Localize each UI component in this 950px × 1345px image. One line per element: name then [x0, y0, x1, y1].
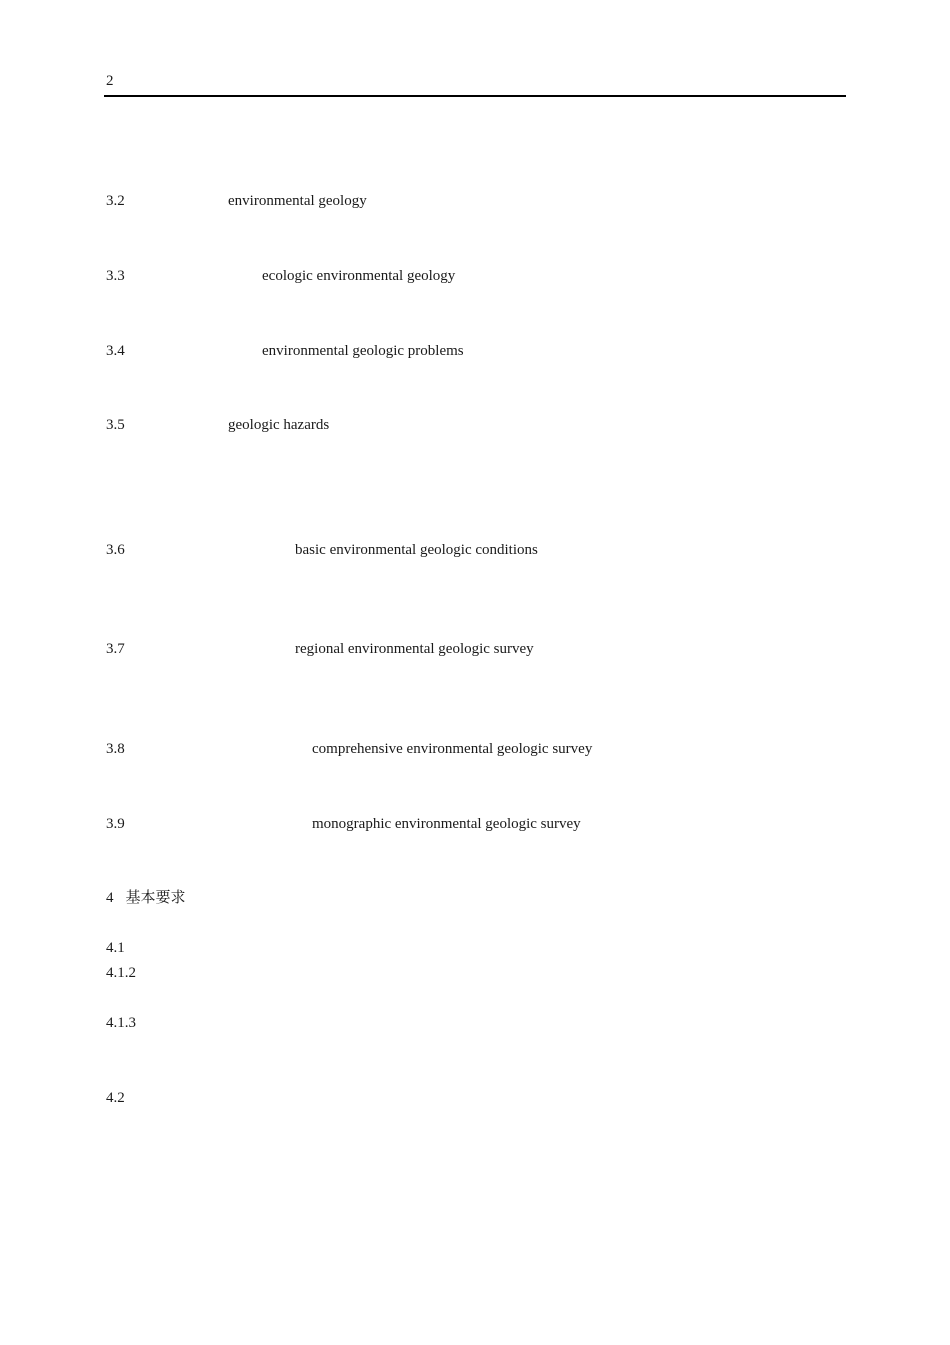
term-number: 3.4: [106, 343, 125, 359]
term-number: 3.5: [106, 417, 125, 433]
term-english: comprehensive environmental geologic survey: [312, 741, 593, 757]
header-rule: [104, 95, 846, 97]
subsection-number: 4.1.3: [106, 1015, 136, 1031]
term-english: geologic hazards: [228, 417, 330, 433]
section-title-text: 基本要求: [125, 888, 186, 906]
subsection-number: 4.2: [106, 1090, 125, 1106]
term-english: environmental geologic problems: [262, 343, 464, 359]
term-number: 3.2: [106, 193, 125, 209]
subsection-number: 4.1: [106, 940, 125, 956]
term-number: 3.6: [106, 542, 125, 558]
page-number: 2: [106, 73, 114, 89]
term-number: 3.3: [106, 268, 125, 284]
section-heading: [106, 888, 186, 907]
section-number: 4: [106, 890, 114, 906]
term-english: basic environmental geologic conditions: [295, 542, 538, 558]
term-english: environmental geology: [228, 193, 367, 209]
term-number: 3.8: [106, 741, 125, 757]
subsection-number: 4.1.2: [106, 965, 136, 981]
term-number: 3.9: [106, 816, 125, 832]
term-number: 3.7: [106, 641, 125, 657]
term-english: monographic environmental geologic survey: [312, 816, 581, 832]
term-english: ecologic environmental geology: [262, 268, 456, 284]
term-english: regional environmental geologic survey: [295, 641, 534, 657]
